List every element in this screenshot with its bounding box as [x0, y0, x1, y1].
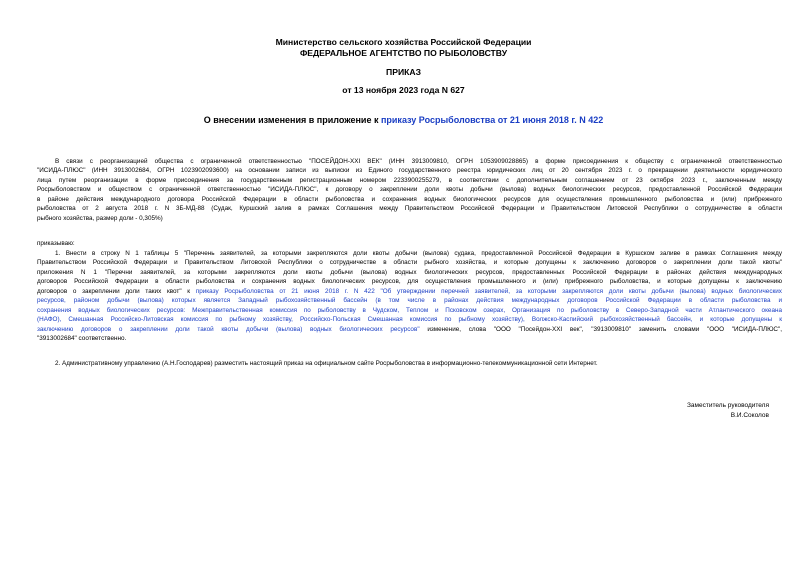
title-order-link[interactable]: приказу Росрыболовства от 21 июня 2018 г. N 422 — [380, 115, 604, 125]
item-1-line: 1. Внести в строку N 1 таблицы 5 "Перечень заявителей, за которыми закрепляются доли квоты добычи (вылова) судака, предоставленной Российской Федерации в Куршском заливе в рамках Соглашения между — [55, 250, 782, 257]
document-type: ПРИКАЗ — [386, 67, 421, 77]
preamble-paragraph — [37, 157, 782, 223]
order-422-link-line[interactable]: сохранения водных биологических ресурсов: Межправительственная комиссия по рыболовству в Чудском, Теплом и Псковском озерах, Организация по рыболовству в Северо-Западной части Атлантического океана — [37, 306, 782, 314]
order-word: приказываю: — [37, 240, 75, 247]
item-1-line: "3913002684" соответственно. — [37, 334, 127, 342]
preamble-line: Росрыболовством и обществом с ограниченной ответственностью "ИСИДА-ПЛЮС", к договору о закреплении доли квоты добычи (вылова) водных биологических ресурсов, предоставленной Российской Федерации — [37, 186, 782, 194]
preamble-line: лица путем реорганизации в форме присоединения за государственным регистрационным номером 2233900255279, в соответствии с дополнительным соглашением от 23 октября 2023 г., заключенным между — [37, 176, 782, 184]
order-422-link-line[interactable]: (НАФО), Смешанная Российско-Литовская комиссия по рыбному хозяйству, Российско-Польская Смешанная комиссия по рыбному хозяйству), Волжско-Каспийский рыбохозяйственный бассейн, и которые допущены к — [37, 316, 782, 324]
ministry-name: Министерство сельского хозяйства Российской Федерации — [275, 37, 532, 47]
item-1-text: изменение, слова "ООО "Посейдон-XXI век", "3913009810" заменить словами "ООО "ИСИДА-ПЛЮС", — [419, 325, 782, 333]
item-1-line: договоров Российской Федерации в области рыболовства и сохранения водных биологических ресурсов, для осуществления промышленного и (или) прибрежного рыболовства, и которые допущены к заключению — [37, 278, 782, 286]
preamble-line: "ИСИДА-ПЛЮС" (ИНН 3913002684, ОГРН 1023902093600) на основании записи из выписки из Единого государственного реестра юридических лиц от 20 сентября 2023 г. о прекращении деятельности юридического — [37, 167, 782, 175]
preamble-line: В связи с реорганизацией общества с ограниченной ответственностью "ПОСЕЙДОН-XXI ВЕК" (ИНН 3913009810, ОГРН 1053909028865) в форме присоединения к обществу с ограниченной ответственностью — [55, 158, 782, 165]
item-1-line: приложения N 1 "Перечни заявителей, за которыми закрепляются доли квоты добычи (вылова) водных биологических ресурсов, предоставленных Российской Федерации в районах действия международных — [37, 268, 782, 276]
item-1-paragraph — [37, 249, 782, 343]
signature-position: Заместитель руководителя — [687, 402, 769, 409]
document-title — [0, 114, 807, 126]
title-text: О внесении изменения в приложение к — [203, 115, 381, 125]
order-422-link[interactable]: приказу Росрыболовства от 21 июня 2018 г. N 422 "Об утверждении перечней заявителей, за которыми закрепляются доли квоты добычи (вылова) водных биологических — [195, 287, 782, 295]
agency-name: ФЕДЕРАЛЬНОЕ АГЕНТСТВО ПО РЫБОЛОВСТВУ — [299, 48, 508, 58]
order-422-link-end[interactable]: заключению договоров о закреплении доли такой квоты добычи (вылова) водных биологических ресурсов" — [37, 325, 420, 333]
item-2-paragraph: 2. Административному управлению (А.Н.Господарев) разместить настоящий приказ на официальном сайте Росрыболовства в информационно-телекоммуникационной сети Интернет. — [55, 360, 598, 367]
preamble-line: рыболовства от 2 августа 2018 г. N 3Б-МД-88 (Судак, Куршский залив в рамках Соглашения между Правительством Российской Федерации и Правительством Литовской Республики о сотрудничестве в области — [37, 205, 782, 213]
item-1-line — [37, 325, 782, 334]
order-422-link-line[interactable]: ресурсов, районом добычи (вылова) которых является Западный рыбохозяйственный бассейн (в том числе в районах действия международных договоров Российской Федерации в области рыболовства и — [37, 297, 782, 305]
item-1-line — [37, 287, 782, 296]
document-date-number: от 13 ноября 2023 года N 627 — [342, 85, 465, 95]
item-1-line: Правительством Российской Федерации и Правительством Литовской Республики о сотрудничестве в области рыбного хозяйства, и которые допущены к заключению договоров о закреплении доли такой квоты" — [37, 259, 782, 267]
item-1-text: договоров о закреплении доли таких квот" к — [37, 287, 196, 295]
preamble-line: рыбного хозяйства, размер доли - 0,305%) — [37, 214, 163, 222]
signature-name: В.И.Соколов — [730, 412, 769, 419]
preamble-line: в районе действия международного договора Российской Федерации в области рыболовства и сохранения водных биологических ресурсов для осуществления промышленного рыболовства и (или) прибрежного — [37, 195, 782, 203]
